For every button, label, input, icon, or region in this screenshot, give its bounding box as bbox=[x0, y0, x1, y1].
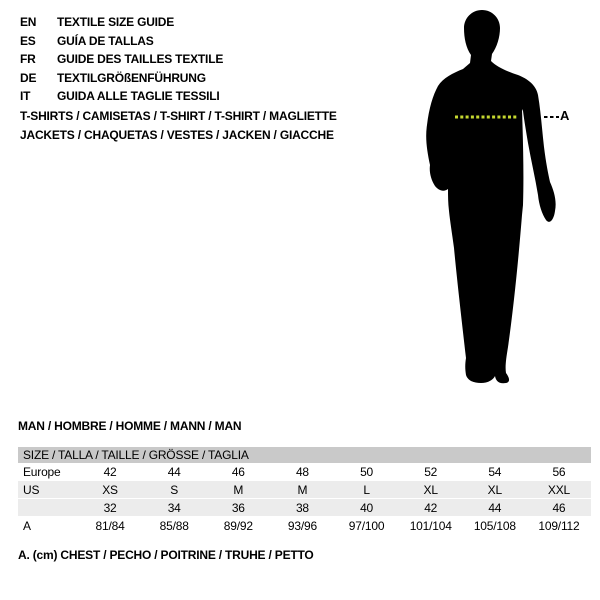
size-cell: 89/92 bbox=[223, 519, 253, 533]
size-cell: 101/104 bbox=[409, 519, 452, 533]
size-cell: 50 bbox=[360, 465, 374, 479]
lang-code: ES bbox=[20, 33, 36, 48]
size-cell: 85/88 bbox=[159, 519, 189, 533]
lang-label: GUÍA DE TALLAS bbox=[57, 33, 154, 48]
lang-row-it bbox=[20, 87, 223, 106]
size-cell: 34 bbox=[167, 501, 181, 515]
size-cell: 48 bbox=[295, 465, 309, 479]
lang-row-fr bbox=[20, 50, 223, 69]
size-cell: 42 bbox=[424, 501, 438, 515]
size-cell: 56 bbox=[552, 465, 566, 479]
man-silhouette-figure bbox=[398, 5, 578, 390]
size-cell: 40 bbox=[360, 501, 374, 515]
lang-code: FR bbox=[20, 52, 36, 67]
size-cell: 44 bbox=[167, 465, 181, 479]
category-line-tshirts: T-SHIRTS / CAMISETAS / T-SHIRT / T-SHIRT / MAGLIETTE bbox=[20, 109, 337, 123]
size-cell: 81/84 bbox=[95, 519, 125, 533]
lang-code: DE bbox=[20, 70, 37, 85]
measurement-footnote: A. (cm) CHEST / PECHO / POITRINE / TRUHE / PETTO bbox=[18, 548, 314, 562]
size-cell: 52 bbox=[424, 465, 438, 479]
lang-row-de bbox=[20, 69, 223, 88]
size-cell: M bbox=[233, 483, 244, 497]
size-cell: 38 bbox=[295, 501, 309, 515]
table-row-europe bbox=[18, 463, 591, 481]
lang-row-en bbox=[20, 13, 223, 32]
row-label: US bbox=[23, 483, 40, 497]
size-cell: 46 bbox=[552, 501, 566, 515]
size-cell: 54 bbox=[488, 465, 502, 479]
lang-label: GUIDA ALLE TAGLIE TESSILI bbox=[57, 89, 220, 104]
size-cell: 93/96 bbox=[287, 519, 317, 533]
category-block bbox=[20, 107, 337, 145]
row-label: Europe bbox=[23, 465, 61, 479]
size-cell: M bbox=[297, 483, 308, 497]
size-cell: 42 bbox=[103, 465, 117, 479]
lang-label: GUIDE DES TAILLES TEXTILE bbox=[57, 52, 224, 67]
row-label bbox=[18, 499, 78, 516]
lang-label: TEXTILE SIZE GUIDE bbox=[57, 15, 175, 29]
size-cell: XXL bbox=[547, 483, 570, 497]
size-cell: XL bbox=[423, 483, 438, 497]
size-cell: 44 bbox=[488, 501, 502, 515]
size-cell: XS bbox=[102, 483, 118, 497]
lang-code: IT bbox=[20, 89, 31, 104]
man-silhouette-path bbox=[426, 10, 555, 383]
man-silhouette-svg bbox=[398, 5, 578, 390]
table-row-us bbox=[18, 481, 591, 499]
size-cell: L bbox=[363, 483, 370, 497]
category-line-jackets: JACKETS / CHAQUETAS / VESTES / JACKEN / GIACCHE bbox=[20, 128, 334, 142]
section-label-man: MAN / HOMBRE / HOMME / MANN / MAN bbox=[18, 419, 242, 433]
size-cell: S bbox=[170, 483, 179, 497]
size-cell: 109/112 bbox=[538, 519, 580, 533]
table-row-chest-cm bbox=[18, 517, 591, 535]
size-cell: XL bbox=[487, 483, 502, 497]
lang-label: TEXTILGRÖßENFÜHRUNG bbox=[57, 70, 206, 85]
language-title-block bbox=[20, 13, 223, 106]
size-cell: 36 bbox=[231, 501, 245, 515]
measurement-a-label: A bbox=[560, 108, 570, 123]
size-cell: 46 bbox=[231, 465, 245, 479]
size-cell: 105/108 bbox=[473, 519, 516, 533]
lang-row-es bbox=[20, 32, 223, 51]
size-cell: 32 bbox=[103, 501, 117, 515]
table-row-alt-size bbox=[18, 499, 591, 517]
row-label: A bbox=[23, 519, 31, 533]
size-cell: 97/100 bbox=[348, 519, 385, 533]
size-table-header: SIZE / TALLA / TAILLE / GRÖSSE / TAGLIA bbox=[18, 447, 591, 463]
lang-code: EN bbox=[20, 15, 37, 29]
size-table bbox=[18, 447, 591, 535]
